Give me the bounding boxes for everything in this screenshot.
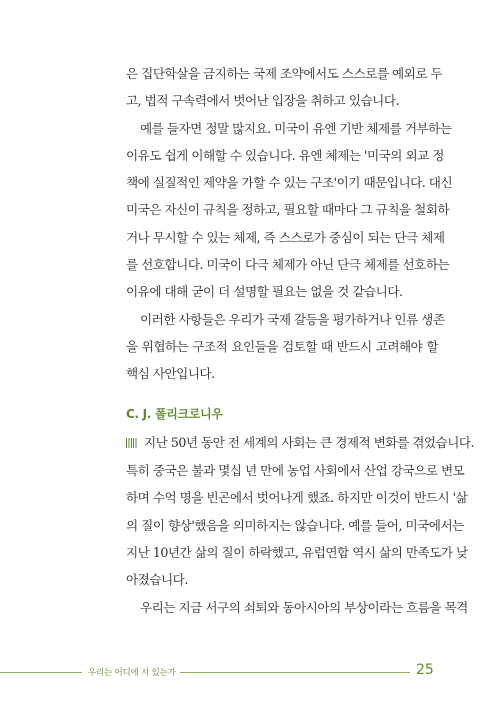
body-line: 지난 10년간 삶의 질이 하락했고, 유럽연합 역시 삶의 만족도가 낮 — [126, 545, 468, 560]
body-line: 의 질이 향상'했음을 의미하지는 않습니다. 예를 들어, 미국에서는 — [126, 518, 464, 533]
body-line: 우리는 지금 서구의 쇠퇴와 동아시아의 부상이라는 흐름을 목격 — [140, 600, 468, 615]
body-line-text: 지난 50년 동안 전 세계의 사회는 큰 경제적 변화를 겪었습니다. — [144, 435, 475, 450]
body-line: 핵심 사안입니다. — [126, 366, 215, 381]
body-line: 책에 실질적인 제약을 가할 수 있는 구조'이기 때문입니다. 대신 — [126, 175, 453, 190]
body-line: 아졌습니다. — [126, 572, 188, 587]
body-line: 미국은 자신이 규칙을 정하고, 필요할 때마다 그 규칙을 철회하 — [126, 202, 450, 217]
body-line: 특히 중국은 불과 몇십 년 만에 농업 사회에서 산업 강국으로 변모 — [126, 463, 465, 478]
footer-rule-right — [180, 672, 410, 673]
body-line: 이러한 사항들은 우리가 국제 갈등을 평가하거나 인류 생존 — [140, 312, 445, 327]
body-line: 이유도 쉽게 이해할 수 있습니다. 유엔 체제는 '미국의 외교 정 — [126, 148, 444, 163]
body-line: 하며 수억 명을 빈곤에서 벗어나게 했죠. 하지만 이것이 반드시 '삶 — [126, 490, 468, 505]
body-line: 이유에 대해 굳이 더 설명할 필요는 없을 것 같습니다. — [126, 284, 403, 299]
body-line: 은 집단학살을 금지하는 국제 조약에서도 스스로를 예외로 두 — [126, 66, 443, 81]
body-line: 거나 무시할 수 있는 체제, 즉 스스로가 중심이 되는 단극 체제 — [126, 230, 445, 245]
footer-rule-left — [0, 672, 82, 673]
page-number: 25 — [416, 662, 434, 678]
body-line: 을 위협하는 구조적 요인들을 검토할 때 반드시 고려해야 할 — [126, 339, 438, 354]
body-line: 고, 법적 구속력에서 벗어난 입장을 취하고 있습니다. — [126, 93, 400, 108]
body-line — [126, 433, 475, 453]
body-line: 예를 들자면 정말 많지요. 미국이 유엔 기반 체제를 거부하는 — [140, 121, 452, 136]
speaker-heading: C. J. 폴리크로니우 — [126, 407, 223, 421]
body-line: 를 선호합니다. 미국이 다극 체제가 아닌 단극 체제를 선호하는 — [126, 257, 450, 272]
speaker-mark-icon — [126, 438, 138, 448]
running-title: 우리는 어디에 서 있는가 — [88, 668, 176, 678]
